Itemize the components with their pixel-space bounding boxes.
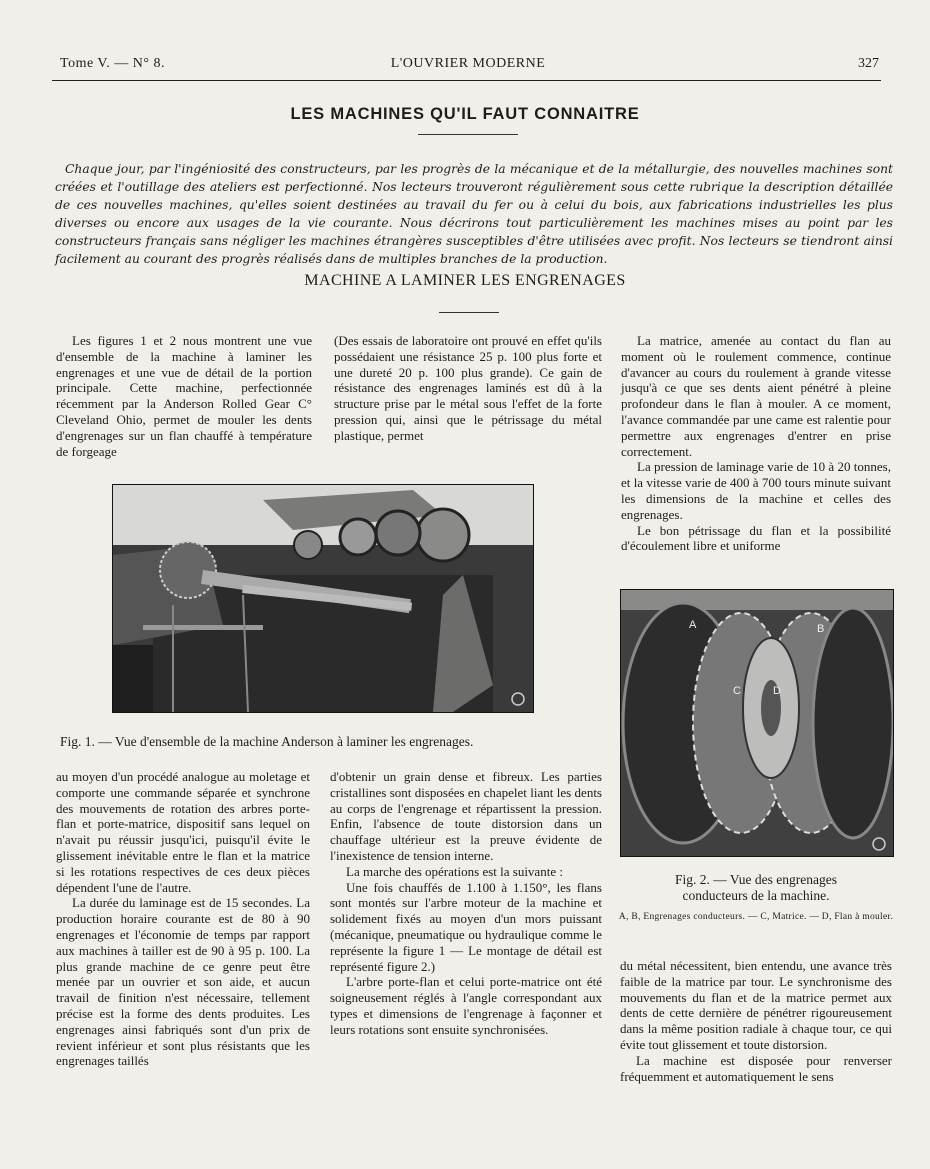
column-bottom-right <box>620 958 892 1084</box>
figure-2-caption <box>621 872 891 904</box>
label-b: B <box>817 623 825 635</box>
paragraph: du métal nécessitent, bien entendu, une avance très faible de la matrice par tour. Le synchronisme des mouvements du flan et de la matrice permet aux dents de cette dernière de pénétrer rigoureusement dans la même position radiale à chaque tour, ce qui évite tout glissement et toute distorsion. <box>620 958 892 1052</box>
paragraph: La marche des opérations est la suivante : <box>346 863 563 879</box>
journal-title: L'OUVRIER MODERNE <box>390 56 546 71</box>
paragraph: Une fois chauffés de 1.100 à 1.150°, les flans sont montés sur l'arbre moteur de la machine et solidement fixés au moyen d'un mors puissant (mécanique, pneumatique ou hydraulique comme le représente la figure 1 — Le montage de détail est représenté figure 2.) <box>330 879 602 974</box>
paragraph: L'arbre porte-flan et celui porte-matrice ont été soigneusement réglés à l'angle correspondant aux types et dimensions de l'engrenage à façonner et leurs rotations sont ensuite synchronisées. <box>330 974 602 1037</box>
paragraph: La pression de laminage varie de 10 à 20 tonnes, et la vitesse varie de 400 à 700 tours minute suivant les dimensions de la machine et celles des engrenages. <box>621 459 891 522</box>
figure-2-legend: A, B, Engrenages conducteurs. — C, Matrice. — D, Flan à mouler. <box>618 912 894 922</box>
paragraph: d'obtenir un grain dense et fibreux. Les parties cristallines sont disposées en chapelet liant les dents au corps de l'engrenage et répartissent la pression. Enfin, l'absence de toute distorsion dans un chauffage ultérieur est la preuve évidente de l'inexistence de tension interne. <box>330 769 602 863</box>
article-title: MACHINE A LAMINER LES ENGRENAGES <box>304 272 626 289</box>
column-bottom-left <box>56 769 310 1069</box>
figure-2-photo <box>620 589 894 857</box>
figure-1-photo <box>112 484 534 713</box>
caption-line: Fig. 2. — Vue des engrenages <box>674 872 838 887</box>
caption-line: conducteurs de la machine. <box>682 888 830 903</box>
paragraph: La machine est disposée pour renverser fréquemment et automatiquement le sens <box>620 1052 892 1084</box>
paragraph: Les figures 1 et 2 nous montrent une vue d'ensemble de la machine à laminer les engrenages et une vue de détail de la portion principale. Cette machine, perfectionnée récemment par la Anderson Rolled Gear C° Cleveland Ohio, permet de mouler les dents d'engrenages sur un flan chauffé à température de forgeage <box>56 333 312 459</box>
paragraph: Le bon pétrissage du flan et la possibilité d'écoulement libre et uniforme <box>621 522 891 554</box>
paragraph: au moyen d'un procédé analogue au moletage et comporte une commande séparée et synchrone des mouvements de rotation des arbres porte-flan et porte-matrice, dispositif sans lequel on n'avait pu réussir jusqu'ici, puisqu'il évite le glissement inévitable entre le flan et la matrice si les rotations respectives de ces deux pièces dépendent l'une de l'autre. <box>56 769 310 895</box>
paragraph: La durée du laminage est de 15 secondes. La production horaire courante est de 80 à 90 engrenages et l'économie de temps par rapport aux machines à tailler est de 90 à 95 p. 100. La plus grande machine de ce genre peut être menée par un ouvrier et son aide, et aucun travail de finition n'est nécessaire, tellement précise est la forme des dents produites. Les engrenages ainsi fabriqués sont d'un prix de revient inférieur et sont plus résistants que les engrenages taillés <box>56 895 310 1069</box>
volume-issue: Tome V. — N° 8. <box>60 56 165 71</box>
gears-illustration <box>621 590 893 856</box>
paragraph: (Des essais de laboratoire ont prouvé en effet qu'ils possédaient une résistance 25 p. 100 plus forte et une dureté 20 p. 100 plus grande). Ce gain de résistance des engrenages laminés est dû à la structure prise par le métal sous l'effet de la forte pression qui, ainsi que le pétrissage du métal plastique, permet <box>334 333 602 443</box>
running-header <box>57 54 879 76</box>
label-a: A <box>689 619 697 631</box>
label-c: C <box>733 685 741 697</box>
header-rule <box>52 80 881 81</box>
column-top-left <box>56 333 312 459</box>
label-d: D <box>773 685 781 697</box>
article-title-rule <box>439 312 499 313</box>
figure-1-caption: Fig. 1. — Vue d'ensemble de la machine Anderson à laminer les engrenages. <box>60 734 474 749</box>
paragraph: La matrice, amenée au contact du flan au moment où le roulement commence, continue d'avancer au cours du roulement à grande vitesse jusqu'à ce que ses dents aient pénétré à pleine profondeur dans le flan à mouler. A ce moment, l'avance commandée par une came est ralentie pour permettre aux engrenages d'entrer en prise correctement. <box>621 333 891 459</box>
section-title-rule <box>418 134 518 135</box>
column-top-middle <box>334 333 602 444</box>
machine-illustration <box>113 485 533 712</box>
intro-paragraph: Chaque jour, par l'ingéniosité des constructeurs, par les progrès de la mécanique et de la métallurgie, des nouvelles machines sont créées et l'outillage des ateliers est perfectionné. Nos lecteurs trouveront régulièrement sous cette rubrique la description détaillée de ces nouvelles machines, qu'elles soient destinées au travail du fer ou à celui du bois, aux fabrications industrielles les plus diverses ou encore aux usages de la vie courante. Nous décrirons tout particulièrement les machines mises au point par les constructeurs français sans négliger les machines étrangères susceptibles d'être utilisées avec profit. Nos lecteurs se tiendront ainsi facilement au courant des progrès réalisés dans de multiples branches de la production. <box>55 162 893 266</box>
page-number: 327 <box>858 56 879 71</box>
section-title: LES MACHINES QU'IL FAUT CONNAITRE <box>290 105 640 123</box>
column-bottom-middle <box>330 769 602 1038</box>
column-right-top <box>621 333 891 554</box>
